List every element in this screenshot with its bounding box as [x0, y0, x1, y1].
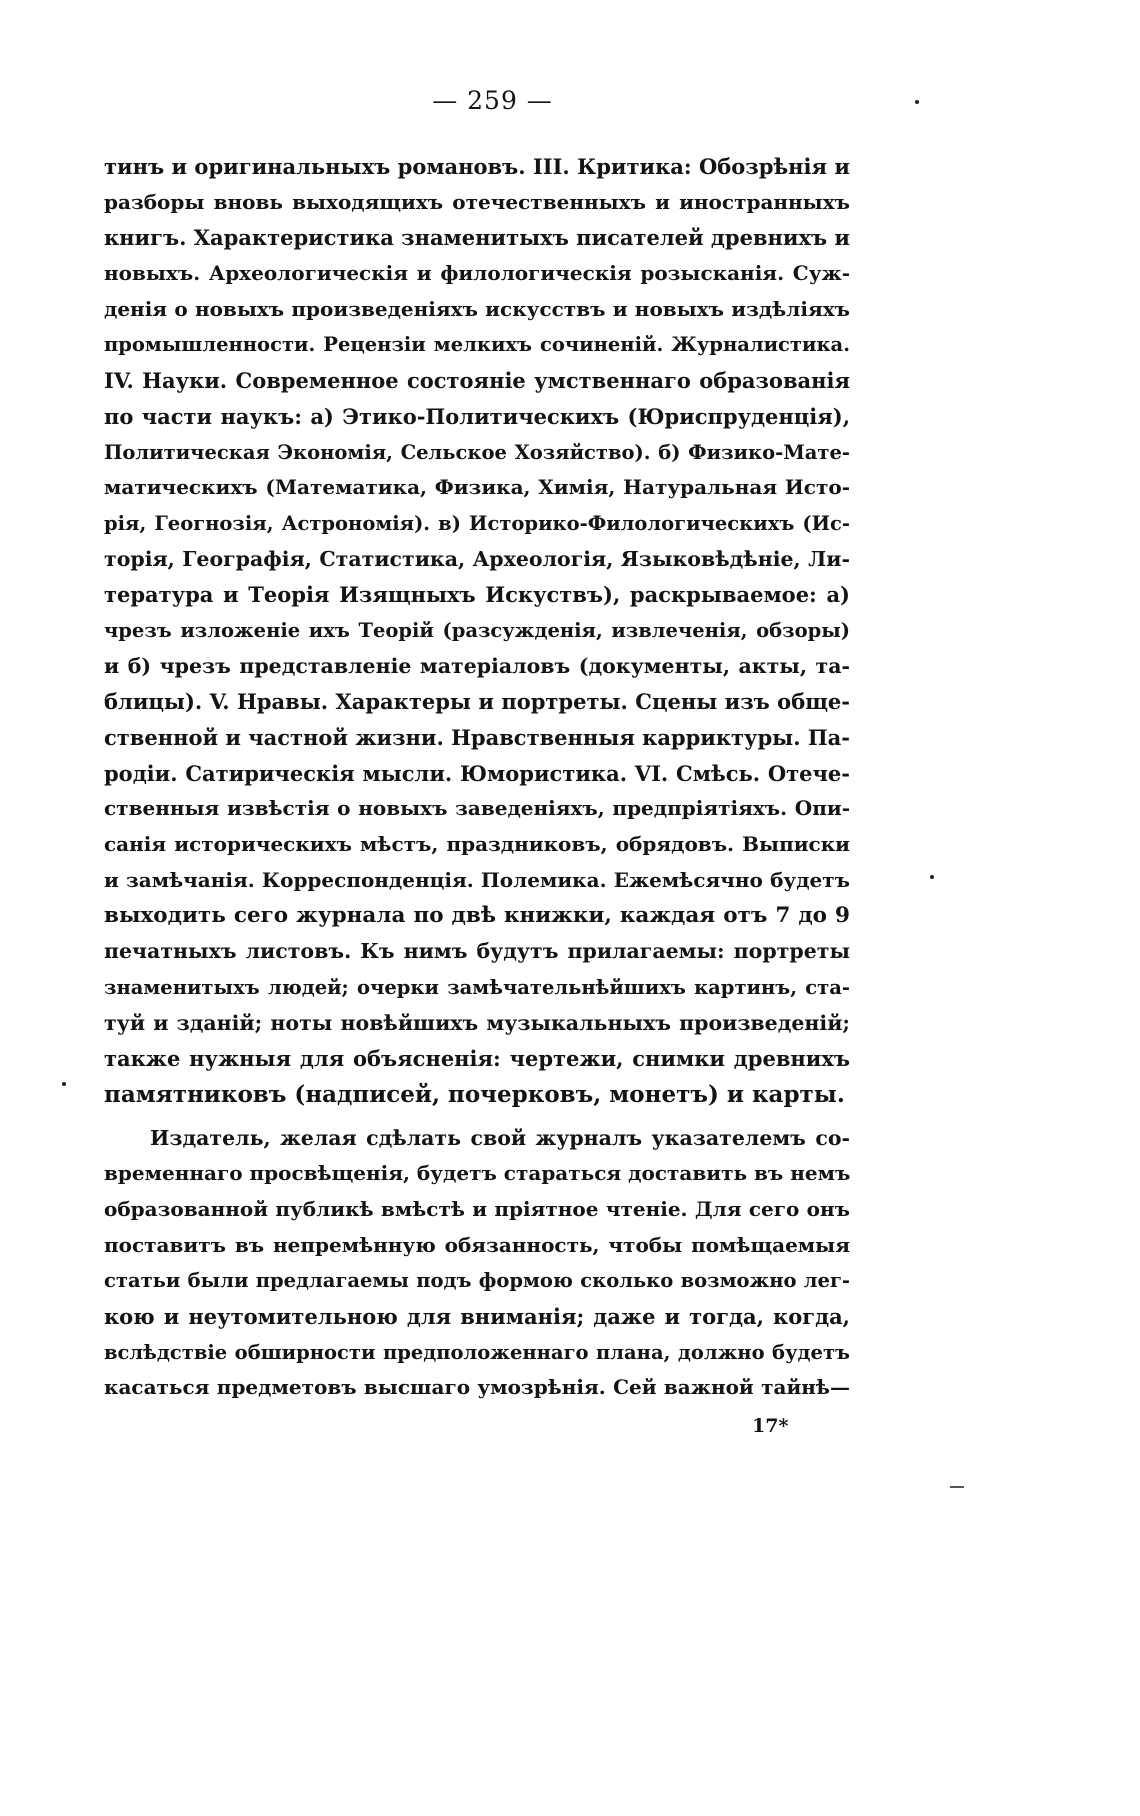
- text-line: поставитъ въ непремѣнную обязанность, чтобы помѣщаемыя: [104, 1232, 850, 1257]
- text-line: книгъ. Характеристика знаменитыхъ писателей древнихъ и: [104, 225, 850, 251]
- text-line: родіи. Сатирическія мысли. Юмористика. VI. Смѣсь. Отече-: [104, 760, 850, 786]
- text-line: рія, Геогнозія, Астрономія). в) Историко-Филологическихъ (Ис-: [104, 511, 850, 535]
- text-line: ственныя извѣстія о новыхъ заведеніяхъ, предпріятіяхъ. Опи-: [104, 796, 850, 821]
- text-line: временнаго просвѣщенія, будетъ стараться доставить въ немъ: [104, 1161, 851, 1186]
- text-line: образованной публикѣ вмѣстѣ и пріятное чтеніе. Для сего онъ: [104, 1196, 850, 1221]
- text-line: ственной и частной жизни. Нравственныя карриктуры. Па-: [104, 725, 851, 750]
- text-line: чрезъ изложеніе ихъ Теорій (разсужденія, извлеченія, обзоры): [104, 618, 850, 642]
- text-line: кою и неутомительною для вниманія; даже и тогда, когда,: [104, 1304, 850, 1329]
- text-line: блицы). V. Нравы. Характеры и портреты. Сцены изъ обще-: [104, 689, 850, 715]
- text-line: Политическая Экономія, Сельское Хозяйство). б) Физико-Мате-: [104, 440, 850, 464]
- scan-speck: [62, 1082, 66, 1086]
- text-line: и замѣчанія. Корреспонденція. Полемика. Ежемѣсячно будетъ: [104, 867, 850, 892]
- text-line: торія, Географія, Статистика, Археологія, Языковѣдѣніе, Ли-: [104, 546, 850, 571]
- body-text: [104, 149, 850, 1406]
- paragraph-2: [104, 1121, 850, 1407]
- text-line: памятниковъ (надписей, почерковъ, монетъ) и карты.: [104, 1080, 845, 1108]
- text-line: тинъ и оригинальныхъ романовъ. III. Критика: Обозрѣнія и: [104, 154, 850, 179]
- text-line: матическихъ (Математика, Физика, Химія, Натуральная Исто-: [104, 475, 850, 500]
- page-number: — 259 —: [432, 86, 553, 115]
- text-line: IV. Науки. Современное состояніе умственнаго образованія: [104, 368, 850, 394]
- text-line: вслѣдствіе обширности предположеннаго плана, должно будетъ: [104, 1340, 850, 1364]
- scan-mark: [950, 1486, 964, 1488]
- text-line: выходить сего журнала по двѣ книжки, каждая отъ 7 до 9: [104, 903, 850, 929]
- scan-speck: [930, 875, 934, 879]
- text-line: также нужныя для объясненія: чертежи, снимки древнихъ: [104, 1046, 850, 1072]
- text-line: санія историческихъ мѣстъ, праздниковъ, обрядовъ. Выписки: [104, 832, 850, 857]
- signature-mark: 17*: [752, 1415, 789, 1437]
- text-line: новыхъ. Археологическія и филологическія розысканія. Суж-: [104, 261, 850, 286]
- text-line: статьи были предлагаемы подъ формою сколько возможно лег-: [104, 1269, 850, 1293]
- paragraph-1: [104, 149, 850, 1113]
- scan-speck: [915, 100, 919, 104]
- text-line: по части наукъ: а) Этико-Политическихъ (Юриспруденція),: [104, 403, 850, 429]
- text-line: разборы вновь выходящихъ отечественныхъ и иностранныхъ: [104, 189, 850, 214]
- text-line: знаменитыхъ людей; очерки замѣчательнѣйшихъ картинъ, ста-: [104, 975, 850, 999]
- text-line: тература и Теорія Изящныхъ Искуствъ), раскрываемое: а): [104, 582, 850, 608]
- text-line: печатныхъ листовъ. Къ нимъ будутъ прилагаемы: портреты: [104, 939, 850, 964]
- text-line: Издатель, желая сдѣлать свой журналъ указателемъ со-: [150, 1125, 850, 1150]
- text-line: и б) чрезъ представленіе матеріаловъ (документы, акты, та-: [104, 653, 850, 678]
- text-line: промышленности. Рецензіи мелкихъ сочиненій. Журналистика.: [104, 333, 850, 357]
- text-line: денія о новыхъ произведеніяхъ искусствъ и новыхъ издѣліяхъ: [104, 296, 850, 321]
- text-line: туй и зданій; ноты новѣйшихъ музыкальныхъ произведеній;: [104, 1010, 850, 1035]
- text-line: касаться предметовъ высшаго умозрѣнія. Сей важной тайнѣ—: [104, 1375, 850, 1400]
